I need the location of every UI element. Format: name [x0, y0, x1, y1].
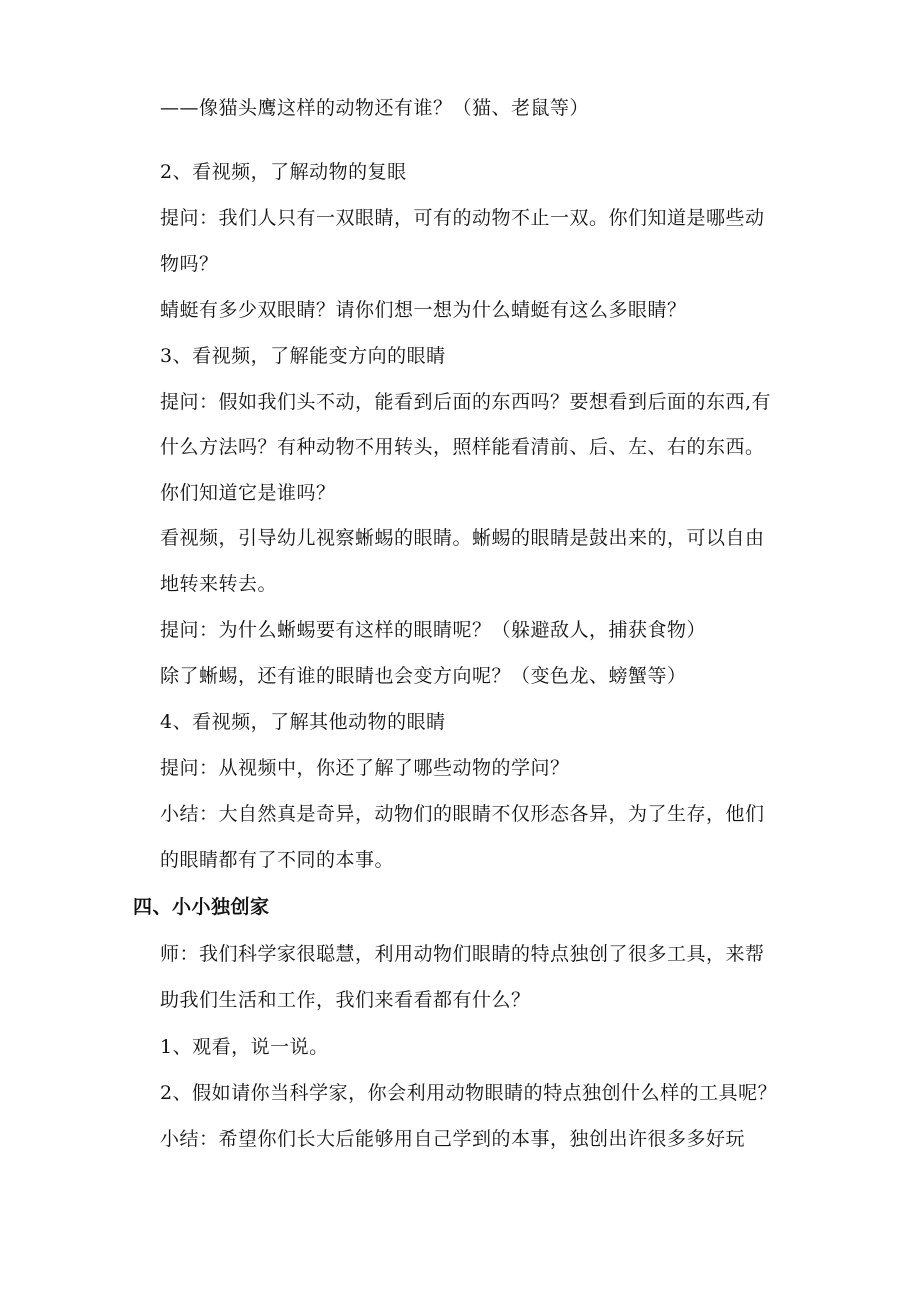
- text-line: 3、看视频，了解能变方向的眼睛: [160, 345, 446, 367]
- text-line: 看视频，引导幼儿视察蜥蜴的眼睛。蜥蜴的眼睛是鼓出来的，可以自由: [160, 527, 765, 549]
- text-line: 4、看视频，了解其他动物的眼睛: [160, 711, 446, 733]
- text-line: 2、看视频，了解动物的复眼: [160, 161, 407, 183]
- text-line: 的眼睛都有了不同的本事。: [160, 849, 395, 871]
- text-line: 提问：假如我们头不动，能看到后面的东西吗？要想看到后面的东西,有: [160, 391, 772, 413]
- text-line: 提问：我们人只有一双眼睛，可有的动物不止一双。你们知道是哪些动: [160, 207, 765, 229]
- text-line: ——像猫头鹰这样的动物还有谁？（猫、老鼠等）: [160, 97, 590, 119]
- text-line: 小结：希望你们长大后能够用自己学到的本事，独创出许很多多好玩: [160, 1128, 746, 1150]
- text-line: 你们知道它是谁吗？: [160, 482, 336, 504]
- text-line: 提问：从视频中，你还了解了哪些动物的学问？: [160, 757, 570, 779]
- text-line: 1、观看，说一说。: [160, 1036, 329, 1058]
- text-line: 地转来转去。: [160, 573, 278, 595]
- text-line: 提问：为什么蜥蜴要有这样的眼睛呢？（躲避敌人，捕获食物）: [160, 619, 707, 641]
- text-line: 蜻蜓有多少双眼睛？请你们想一想为什么蜻蜓有这么多眼睛？: [160, 299, 687, 321]
- text-line: 物吗？: [160, 253, 219, 275]
- section-heading: 四、小小独创家: [133, 896, 270, 918]
- text-line: 除了蜥蜴，还有谁的眼睛也会变方向呢？（变色龙、螃蟹等）: [160, 665, 687, 687]
- text-line: 2、假如请你当科学家，你会利用动物眼睛的特点独创什么样的工具呢？: [160, 1082, 778, 1104]
- text-line: 小结：大自然真是奇异，动物们的眼睛不仅形态各异，为了生存，他们: [160, 803, 765, 825]
- text-line: 助我们生活和工作，我们来看看都有什么？: [160, 989, 531, 1011]
- text-line: 什么方法吗？有种动物不用转头，照样能看清前、后、左、右的东西。: [160, 436, 765, 458]
- text-line: 师：我们科学家很聪慧，利用动物们眼睛的特点独创了很多工具，来帮: [160, 943, 765, 965]
